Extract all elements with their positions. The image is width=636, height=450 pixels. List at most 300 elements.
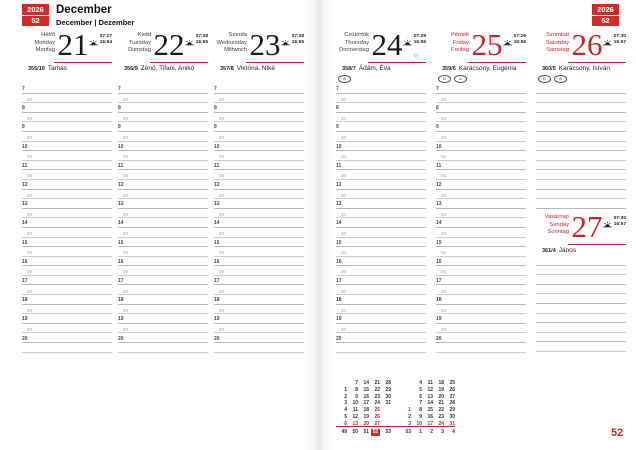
day-number: 22 xyxy=(153,27,185,62)
hour-label: 15 xyxy=(336,239,342,246)
time-slot-line xyxy=(336,161,426,171)
day-name-en: Tuesday xyxy=(128,39,151,46)
time-slot-line xyxy=(118,257,208,267)
day-names xyxy=(536,214,569,237)
time-slot-line xyxy=(214,142,304,152)
day-name-de: Mittwoch xyxy=(224,47,247,54)
time-slot-line xyxy=(336,151,426,161)
time-slot-line xyxy=(22,142,112,152)
time-slot-line xyxy=(336,170,426,180)
day-header-21 xyxy=(22,28,112,84)
mini-calendar-row xyxy=(336,397,391,407)
day-name-en: Saturday xyxy=(545,39,569,46)
hour-label: 20 xyxy=(436,335,442,342)
mini-calendar-cell: 11 xyxy=(352,407,358,414)
half-hour-label: 30 xyxy=(441,173,446,179)
hour-label: 15 xyxy=(22,239,28,246)
half-hour-label: 30 xyxy=(441,211,446,217)
mini-calendar-cell: 10 xyxy=(352,400,358,407)
time-slot-line xyxy=(536,142,626,152)
sunrise-time: 07:30 xyxy=(613,34,626,39)
sun-times-block xyxy=(603,216,626,228)
header-underline xyxy=(468,62,526,63)
time-slot-line xyxy=(118,190,208,200)
half-hour-label: 30 xyxy=(219,307,224,313)
time-slot-line xyxy=(118,170,208,180)
mini-calendar-cell: 30 xyxy=(449,413,455,420)
hour-label: 18 xyxy=(22,297,28,304)
time-slot-line xyxy=(22,161,112,171)
week-number: 50 xyxy=(352,429,358,435)
time-slot-line xyxy=(536,314,626,324)
half-hour-label: 30 xyxy=(341,307,346,313)
mini-calendar-cell: 18 xyxy=(438,380,444,386)
half-hour-label: 30 xyxy=(441,115,446,121)
name-day: Viktória, Niké xyxy=(236,65,275,72)
time-slot-line xyxy=(118,103,208,113)
time-slot-line xyxy=(214,113,304,123)
time-grid xyxy=(118,84,208,353)
time-slot-line xyxy=(336,209,426,219)
day-header-25 xyxy=(436,28,526,84)
hour-label: 7 xyxy=(22,86,25,93)
hour-label: 9 xyxy=(118,124,121,131)
half-hour-label: 30 xyxy=(219,231,224,236)
half-hour-label: 30 xyxy=(27,231,32,236)
mini-calendar-cell: 1 xyxy=(344,386,347,393)
sunrise-sunset-icon xyxy=(603,216,612,224)
mini-calendar-cell: 2 xyxy=(408,413,411,420)
day-names xyxy=(118,32,151,55)
mini-calendar-cell: 16 xyxy=(363,393,369,400)
mini-calendar-row xyxy=(336,384,391,391)
hour-label: 17 xyxy=(336,277,342,284)
mini-calendar-cell: 29 xyxy=(449,407,455,414)
day-of-year: 361/4 xyxy=(542,248,556,254)
sunrise-sunset-icon xyxy=(185,34,194,42)
mini-calendar-row xyxy=(336,418,391,425)
time-slot-line xyxy=(22,285,112,295)
sunrise-time: 07:27 xyxy=(99,34,112,39)
hour-label: 9 xyxy=(22,124,25,131)
mini-calendar-cell: 8 xyxy=(419,407,422,414)
time-slot-line xyxy=(118,209,208,219)
time-grid xyxy=(336,84,426,353)
mini-calendar-cell: 6 xyxy=(419,393,422,400)
half-hour-label: 30 xyxy=(341,96,346,102)
day-name-de: Dienstag xyxy=(128,47,151,54)
time-slot-line xyxy=(118,228,208,238)
mini-calendar-cell: 17 xyxy=(363,400,369,407)
time-slot-line xyxy=(536,304,626,314)
hour-label: 13 xyxy=(214,201,220,208)
day-of-year: 356/9 xyxy=(124,66,138,72)
holiday-badge-icon: D xyxy=(538,75,551,83)
sunset-time: 15:56 xyxy=(513,40,526,45)
name-day: János xyxy=(558,247,577,254)
day-header-23 xyxy=(214,28,304,84)
time-slot-line xyxy=(22,84,112,94)
day-name-hu: Szerda xyxy=(228,32,247,38)
hour-label: 16 xyxy=(22,258,28,265)
hour-label: 17 xyxy=(436,277,442,284)
sun-times-block xyxy=(185,34,208,46)
time-slot-line xyxy=(336,84,426,94)
week-number-label: 52 xyxy=(601,16,610,25)
sunrise-time: 07:28 xyxy=(195,34,208,39)
time-slot-line xyxy=(214,170,304,180)
day-column-23 xyxy=(214,28,304,368)
time-slot-line xyxy=(118,305,208,315)
half-hour-label: 30 xyxy=(441,288,446,294)
mini-calendar-row xyxy=(400,411,455,418)
time-grid xyxy=(214,84,304,353)
time-slot-line xyxy=(118,142,208,152)
mini-calendar-cell: 13 xyxy=(352,420,358,427)
half-hour-label: 30 xyxy=(441,96,446,102)
time-slot-line xyxy=(118,276,208,286)
half-hour-label: 30 xyxy=(27,115,32,121)
month-subtitle: December | Dezember xyxy=(56,18,135,27)
time-slot-line xyxy=(214,238,304,248)
time-slot-line xyxy=(436,285,526,295)
half-hour-label: 30 xyxy=(441,192,446,198)
hour-label: 11 xyxy=(436,162,442,169)
hour-label: 10 xyxy=(336,143,342,150)
mini-calendar-cell: 25 xyxy=(449,380,455,386)
half-hour-label: 30 xyxy=(123,96,128,102)
half-hour-label: 30 xyxy=(27,269,32,275)
week-number: 4 xyxy=(452,429,455,435)
half-hour-label: 30 xyxy=(441,307,446,313)
day-number: 27 xyxy=(571,209,603,244)
time-slot-line xyxy=(536,132,626,142)
time-slot-line xyxy=(22,333,112,343)
time-slot-line xyxy=(22,218,112,228)
time-slot-line xyxy=(436,295,526,305)
week-number: 49 xyxy=(341,429,347,435)
mini-calendar-cell: 24 xyxy=(374,400,380,407)
day-header-24 xyxy=(336,28,426,84)
time-slot-line xyxy=(336,324,426,334)
time-slot-line xyxy=(118,266,208,276)
holiday-badge-icon: A xyxy=(554,75,567,83)
time-slot-line xyxy=(436,151,526,161)
day-header-22 xyxy=(118,28,208,84)
mini-calendar-cell: 5 xyxy=(419,386,422,393)
mini-calendar-cell: 4 xyxy=(344,407,347,414)
time-slot-line xyxy=(214,285,304,295)
time-slot-line xyxy=(336,94,426,104)
mini-calendar-row xyxy=(336,377,391,384)
hour-label: 12 xyxy=(214,182,220,189)
mini-calendar-cell: 12 xyxy=(352,413,358,420)
year-label: 2026 xyxy=(592,4,619,16)
mini-calendar-row xyxy=(400,377,455,384)
hour-label: 12 xyxy=(118,182,124,189)
half-hour-label: 30 xyxy=(441,231,446,236)
header-underline xyxy=(368,62,426,63)
time-slot-line xyxy=(22,199,112,209)
half-hour-label: 30 xyxy=(341,269,346,275)
holiday-badges xyxy=(538,75,567,83)
hour-label: 8 xyxy=(214,105,217,112)
mini-calendar-cell: 15 xyxy=(363,386,369,393)
half-hour-label: 30 xyxy=(341,115,346,121)
month-title: December xyxy=(56,4,112,16)
hour-label: 13 xyxy=(22,201,28,208)
hour-label: 12 xyxy=(436,182,442,189)
time-slot-line xyxy=(336,113,426,123)
day-number: 25 xyxy=(471,27,503,62)
time-slot-line xyxy=(118,161,208,171)
hour-label: 15 xyxy=(214,239,220,246)
time-slot-line xyxy=(118,132,208,142)
sun-times-block xyxy=(503,34,526,46)
mini-calendar-cell: 6 xyxy=(344,420,347,427)
sun-times xyxy=(100,34,112,46)
half-hour-label: 30 xyxy=(341,231,346,236)
time-slot-line xyxy=(536,342,626,352)
hour-label: 19 xyxy=(436,316,442,323)
mini-calendar-cell: 26 xyxy=(449,386,455,393)
day-subline xyxy=(542,65,626,72)
hour-label: 12 xyxy=(22,182,28,189)
mini-calendar-month-january xyxy=(400,377,455,425)
day-names xyxy=(436,32,469,55)
half-hour-label: 30 xyxy=(123,173,128,179)
time-slot-line xyxy=(536,84,626,94)
week-number-current: 52 xyxy=(372,429,379,435)
time-slot-line xyxy=(214,247,304,257)
half-hour-label: 30 xyxy=(27,307,32,313)
time-slot-line xyxy=(336,238,426,248)
time-slot-line xyxy=(436,170,526,180)
day-name-en: Thursday xyxy=(344,39,369,46)
page-gutter-shadow xyxy=(304,0,334,450)
half-hour-label: 30 xyxy=(219,154,224,160)
year-label: 2026 xyxy=(22,4,49,16)
mini-calendar-cell: 26 xyxy=(374,413,380,420)
time-slot-line xyxy=(436,209,526,219)
sunrise-sunset-icon xyxy=(281,34,290,42)
sunset-time: 15:57 xyxy=(613,40,626,45)
mini-calendar-cell: 16 xyxy=(427,413,433,420)
half-hour-label: 30 xyxy=(27,154,32,160)
mini-calendar-cell: 1 xyxy=(408,407,411,414)
half-hour-label: 30 xyxy=(27,250,32,256)
sunset-time: 15:56 xyxy=(413,40,426,45)
time-slot-line xyxy=(22,209,112,219)
half-hour-label: 30 xyxy=(123,288,128,294)
mini-calendar-cell: 5 xyxy=(344,413,347,420)
hour-label: 19 xyxy=(118,316,124,323)
half-hour-label: 30 xyxy=(219,326,224,332)
day-column-26-27 xyxy=(536,28,626,368)
time-slot-line xyxy=(118,343,208,353)
mini-calendar-cell: 22 xyxy=(374,386,380,393)
hour-label: 16 xyxy=(214,258,220,265)
time-slot-line xyxy=(536,151,626,161)
mini-calendar-cell: 8 xyxy=(355,386,358,393)
page-number: 52 xyxy=(611,427,624,439)
mini-calendar-cell: 15 xyxy=(427,407,433,414)
half-hour-label: 30 xyxy=(341,173,346,179)
time-slot-line xyxy=(536,103,626,113)
time-slot-line xyxy=(336,190,426,200)
half-hour-label: 30 xyxy=(123,326,128,332)
time-slot-line xyxy=(22,305,112,315)
mini-calendar-cell: 28 xyxy=(385,380,391,386)
time-slot-line xyxy=(536,190,626,200)
name-day: Karácsony, Eugénia xyxy=(458,65,517,72)
hour-label: 11 xyxy=(214,162,220,169)
time-slot-line xyxy=(214,333,304,343)
half-hour-label: 30 xyxy=(123,135,128,141)
time-slot-line xyxy=(22,257,112,267)
sun-times xyxy=(614,216,626,228)
half-hour-label: 30 xyxy=(27,192,32,198)
day-of-year: 359/6 xyxy=(442,66,456,72)
time-slot-line xyxy=(336,218,426,228)
mini-calendar-cell: 4 xyxy=(419,380,422,386)
time-slot-line xyxy=(22,324,112,334)
time-slot-line xyxy=(22,295,112,305)
sunrise-sunset-icon xyxy=(89,34,98,42)
day-number: 21 xyxy=(57,27,89,62)
hour-label: 12 xyxy=(336,182,342,189)
day-name-hu: Vasárnap xyxy=(544,214,569,220)
mini-calendar-row xyxy=(336,404,391,414)
day-name-hu: Péntek xyxy=(450,32,469,38)
day-of-year: 360/5 xyxy=(542,66,556,72)
time-slot-line xyxy=(118,151,208,161)
hour-label: 18 xyxy=(214,297,220,304)
hour-label: 16 xyxy=(118,258,124,265)
hour-label: 8 xyxy=(436,105,439,112)
mini-calendar-cell: 31 xyxy=(385,400,391,407)
day-column-25 xyxy=(436,28,526,368)
hour-label: 18 xyxy=(118,297,124,304)
time-slot-line xyxy=(214,228,304,238)
time-slot-line xyxy=(118,199,208,209)
hour-label: 10 xyxy=(436,143,442,150)
mini-calendar-row xyxy=(336,391,391,398)
mini-calendar-row xyxy=(336,411,391,418)
hour-label: 18 xyxy=(436,297,442,304)
header-underline xyxy=(150,62,208,63)
time-slot-line xyxy=(436,190,526,200)
time-slot-line xyxy=(22,94,112,104)
hour-label: 19 xyxy=(336,316,342,323)
mini-calendar-cell: 14 xyxy=(427,400,433,407)
time-slot-line xyxy=(436,103,526,113)
time-slot-line xyxy=(436,94,526,104)
day-number: 26 xyxy=(571,27,603,62)
hour-label: 16 xyxy=(436,258,442,265)
week-row-separator xyxy=(336,426,455,427)
sun-times xyxy=(414,34,426,46)
day-names xyxy=(214,32,247,55)
half-hour-label: 30 xyxy=(341,288,346,294)
week-number: 2 xyxy=(430,429,433,435)
sunrise-time: 07:29 xyxy=(413,34,426,39)
time-slot-line xyxy=(436,199,526,209)
time-slot-line xyxy=(22,343,112,353)
time-slot-line xyxy=(22,228,112,238)
half-hour-label: 30 xyxy=(27,173,32,179)
hour-label: 19 xyxy=(214,316,220,323)
time-slot-line xyxy=(336,276,426,286)
time-slot-line xyxy=(22,103,112,113)
name-day: Tamás xyxy=(47,65,67,72)
day-subline xyxy=(442,65,526,72)
sunrise-sunset-icon xyxy=(503,34,512,42)
day-of-year: 357/8 xyxy=(220,66,234,72)
time-slot-line xyxy=(436,324,526,334)
time-slot-line xyxy=(336,122,426,132)
mini-calendar-cell: 19 xyxy=(363,413,369,420)
time-slot-line xyxy=(118,180,208,190)
time-slot-line xyxy=(336,343,426,353)
half-hour-label: 30 xyxy=(219,96,224,102)
week-number-label: 52 xyxy=(31,16,40,25)
day-subline xyxy=(220,65,304,72)
time-slot-line xyxy=(336,266,426,276)
time-slot-line xyxy=(436,305,526,315)
half-hour-label: 30 xyxy=(441,250,446,256)
name-day: Karácsony, István xyxy=(558,65,610,72)
time-slot-line xyxy=(118,324,208,334)
time-slot-line xyxy=(118,314,208,324)
time-slot-line xyxy=(214,161,304,171)
half-hour-label: 30 xyxy=(441,269,446,275)
time-slot-line xyxy=(436,84,526,94)
time-slot-line xyxy=(436,266,526,276)
time-slot-line xyxy=(436,238,526,248)
hour-label: 11 xyxy=(118,162,124,169)
time-slot-line xyxy=(214,122,304,132)
time-slot-line xyxy=(118,113,208,123)
time-slot-line xyxy=(22,113,112,123)
hour-label: 8 xyxy=(22,105,25,112)
sun-times-block xyxy=(281,34,304,46)
time-grid xyxy=(22,84,112,353)
time-slot-line xyxy=(336,285,426,295)
time-slot-line xyxy=(214,257,304,267)
time-slot-line xyxy=(214,209,304,219)
time-slot-line xyxy=(536,256,626,266)
mini-calendar-cell: 21 xyxy=(438,400,444,407)
header-underline xyxy=(246,62,304,63)
time-slot-line xyxy=(436,161,526,171)
time-slot-line xyxy=(214,266,304,276)
mini-calendar-cell: 28 xyxy=(449,400,455,407)
time-slot-line xyxy=(536,294,626,304)
mini-calendar-row xyxy=(400,391,455,398)
hour-label: 17 xyxy=(22,277,28,284)
half-hour-label: 30 xyxy=(219,211,224,217)
time-slot-line xyxy=(536,275,626,285)
name-day: Ádám, Éva xyxy=(358,65,391,72)
time-slot-line xyxy=(536,199,626,209)
sunrise-sunset-icon xyxy=(403,34,412,42)
time-slot-line xyxy=(214,94,304,104)
mini-calendar-cell: 21 xyxy=(374,380,380,386)
moon-phase-icon: ○ xyxy=(413,52,418,59)
week-number: 53 xyxy=(405,429,411,435)
hour-label: 15 xyxy=(436,239,442,246)
